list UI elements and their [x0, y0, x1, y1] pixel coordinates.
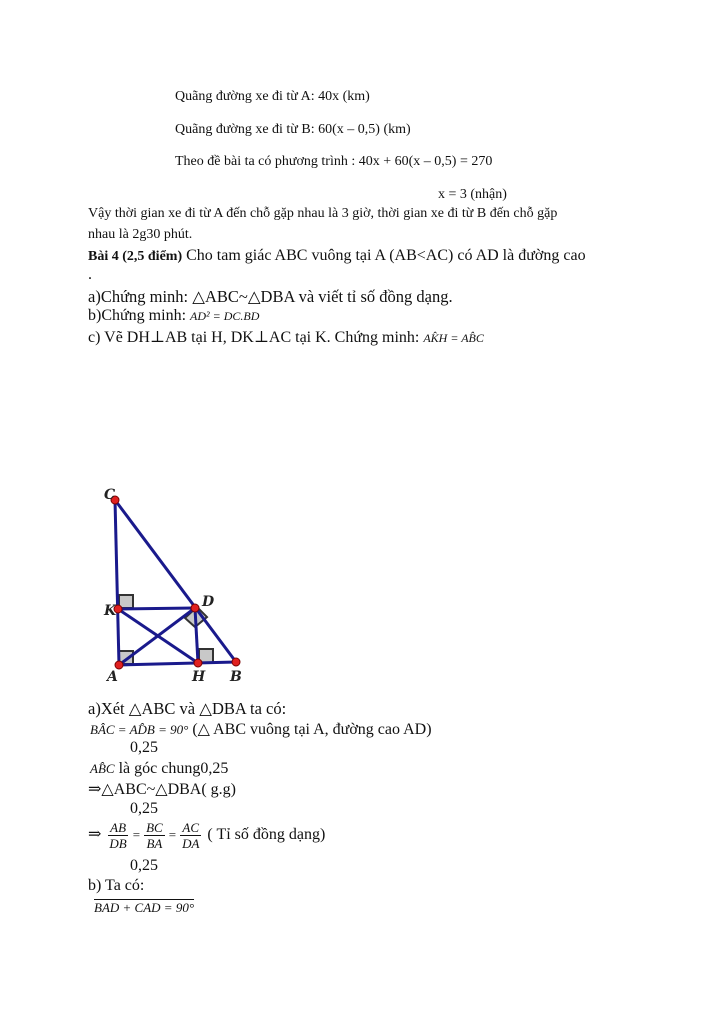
- point-d: [191, 604, 199, 612]
- triangle-symbol: △: [247, 287, 261, 306]
- part-a-task: [88, 287, 453, 307]
- common-angle-text: là góc chung0,25: [114, 760, 229, 777]
- point-b: [232, 658, 240, 666]
- similarity-line: ⇒△ABC~△DBA( g.g): [88, 781, 237, 798]
- score-1: 0,25: [130, 739, 158, 756]
- problem-4-text: Cho tam giác ABC vuông tại A (AB<AC) có AD là đường cao: [182, 247, 586, 264]
- part-a-prefix: a)Chứng minh:: [88, 287, 193, 306]
- solution-a-prefix: a)Xét: [88, 699, 129, 718]
- part-c-prefix: c) Vẽ DH: [88, 329, 150, 346]
- part-b-task: [88, 307, 259, 325]
- angle-equality: BÂC = AD̂B = 90°: [90, 722, 189, 737]
- solution-x-line: x = 3 (nhận): [438, 187, 507, 202]
- solution-a-mid: ABC và: [141, 699, 200, 718]
- ratio-note: ( Tỉ số đồng dạng): [203, 826, 326, 844]
- part-b-formula: AD² = DC.BD: [190, 309, 260, 323]
- score-3: 0,25: [130, 857, 158, 874]
- conclusion-line-2: nhau là 2g30 phút.: [88, 227, 193, 242]
- label-k: K: [104, 603, 117, 619]
- part-c-mid2: AC tại K. Chứng minh:: [268, 329, 424, 346]
- common-angle-line: [90, 760, 228, 778]
- label-d: D: [202, 594, 215, 610]
- segment-ca: [115, 500, 119, 665]
- label-b: B: [230, 669, 242, 684]
- label-c: C: [104, 487, 116, 503]
- label-h: H: [192, 669, 206, 684]
- perpendicular-symbol: ⊥: [253, 329, 269, 346]
- part-b-prefix: b)Chứng minh:: [88, 307, 191, 324]
- point-a: [115, 661, 123, 669]
- triangle-figure: [88, 484, 258, 684]
- fraction-ab-db: $\frac{AB}{DB}$: [109, 820, 127, 851]
- score-2: 0,25: [130, 800, 158, 817]
- segment-cb: [115, 500, 236, 662]
- implies-symbol: ⇒: [88, 826, 102, 844]
- equation-line: Theo đề bài ta có phương trình : 40x + 60(x – 0,5) = 270: [175, 154, 493, 169]
- part-a-suffix: DBA và viết tỉ số đồng dạng.: [260, 287, 453, 306]
- perpendicular-symbol: ⊥: [149, 329, 165, 346]
- route-b-line: Quãng đường xe đi từ B: 60(x – 0,5) (km): [175, 122, 411, 137]
- ratio-line: [88, 820, 325, 851]
- part-c-mid1: AB tại H, DK: [164, 329, 254, 346]
- triangle-symbol: △: [192, 287, 205, 306]
- fraction-bc-ba: $\frac{BC}{BA}$: [146, 820, 163, 851]
- solution-b-equation: [94, 899, 194, 917]
- segment-ab: [119, 662, 236, 665]
- problem-4-statement: [88, 247, 586, 265]
- part-c-task: [88, 327, 484, 347]
- point-h: [194, 659, 202, 667]
- triangle-symbol: △: [199, 699, 212, 718]
- part-c-formula: AK̂H = AB̂C: [423, 331, 484, 345]
- angle-reason: (△ ABC vuông tại A, đường cao AD): [188, 721, 432, 738]
- route-a-line: Quãng đường xe đi từ A: 40x (km): [175, 89, 370, 104]
- triangle-symbol: △: [128, 699, 142, 718]
- common-angle: AB̂C: [90, 761, 115, 776]
- solution-b-heading: b) Ta có:: [88, 877, 145, 894]
- b-equation: BAD + CAD = 90°: [94, 900, 195, 915]
- part-a-mid: ABC~: [204, 287, 248, 306]
- problem-dot: .: [88, 266, 92, 283]
- label-a: A: [107, 669, 118, 684]
- angle-equality-line: [90, 719, 432, 739]
- equals-sign: =: [168, 827, 177, 843]
- solution-a-suffix: DBA ta có:: [211, 699, 287, 718]
- fraction-ac-da: $\frac{AC}{DA}$: [182, 820, 200, 851]
- conclusion-line-1: Vậy thời gian xe đi từ A đến chỗ gặp nhau là 3 giờ, thời gian xe đi từ B đến chỗ gặp: [88, 206, 558, 221]
- equals-sign: =: [132, 827, 141, 843]
- problem-4-title: Bài 4 (2,5 điểm): [88, 249, 183, 264]
- solution-a-heading: [88, 699, 286, 719]
- segment-kd: [118, 608, 195, 609]
